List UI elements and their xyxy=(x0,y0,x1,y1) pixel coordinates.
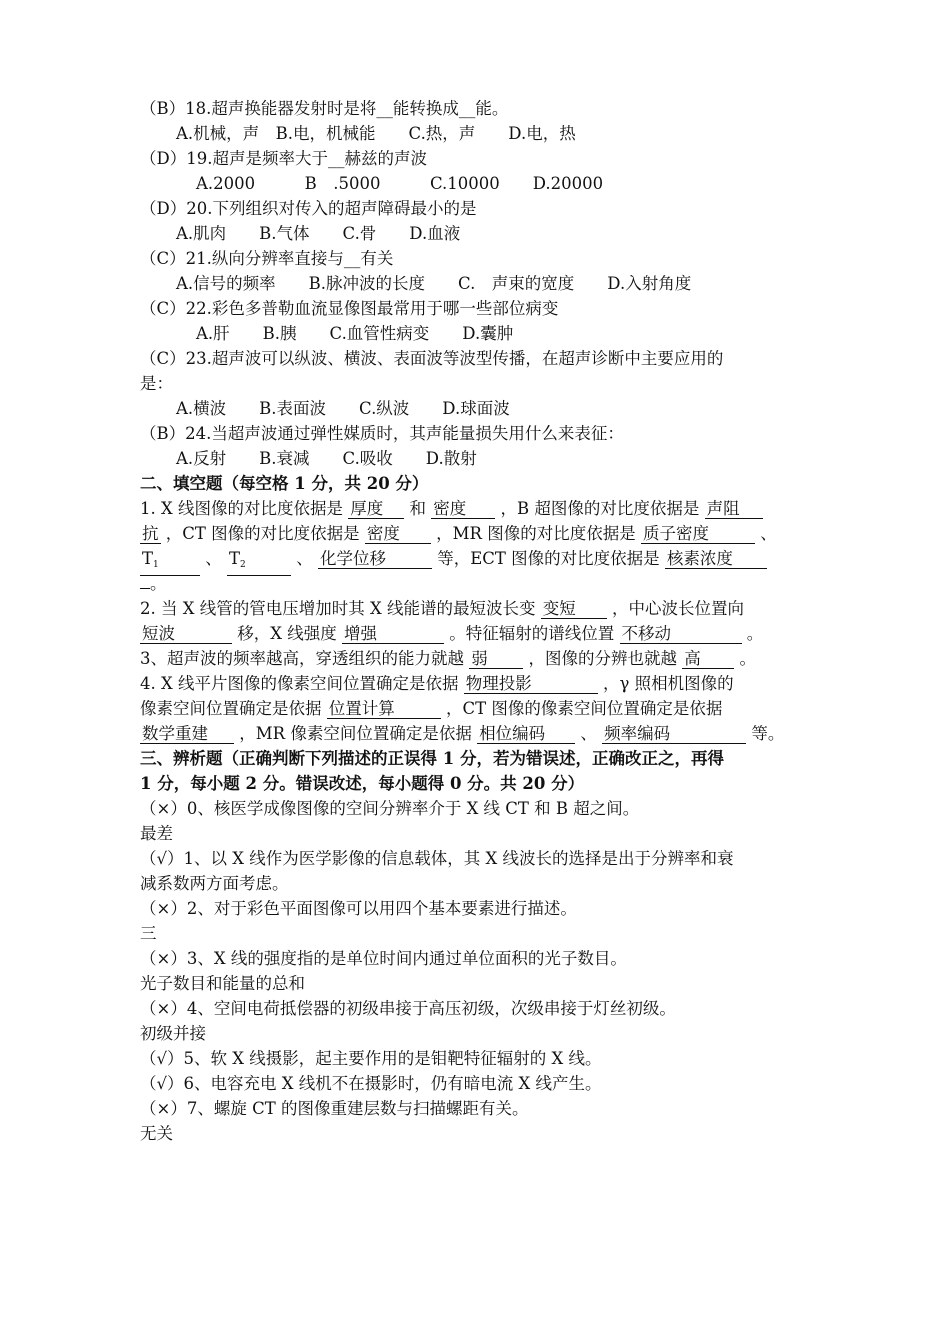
text: 等。 xyxy=(751,724,785,743)
question-21-options: A.信号的频率 B.脉冲波的长度 C. 声束的宽度 D.入射角度 xyxy=(176,274,692,293)
fill-q1-line2 xyxy=(140,523,777,545)
fill-q1-line1 xyxy=(140,498,763,520)
judge-q4-correction: 初级并接 xyxy=(140,1024,206,1043)
judge-q4: （×）4、空间电荷抵偿器的初级串接于高压初级，次级串接于灯丝初级。 xyxy=(140,999,676,1018)
judge-q2-correction: 三 xyxy=(140,924,157,943)
question-21: （C）21.纵向分辨率直接与__有关 xyxy=(140,249,394,268)
answer-blank: 核素浓度 xyxy=(665,549,767,569)
answer-blank xyxy=(227,549,291,576)
text: ，CT 图像的像素空间位置确定是依据 xyxy=(446,699,723,718)
text: 、 xyxy=(580,724,597,743)
judge-q1: （√）1、以 X 线作为医学影像的信息载体，其 X 线波长的选择是出于分辨率和衰 xyxy=(140,849,734,868)
text: ，MR 像素空间位置确定是依据 xyxy=(239,724,472,743)
fill-q4-line3 xyxy=(140,723,784,745)
judge-q3: （×）3、X 线的强度指的是单位时间内通过单位面积的光子数目。 xyxy=(140,949,627,968)
fill-section-heading: 二、填空题（每空格 1 分，共 20 分） xyxy=(140,474,429,493)
answer-blank: 数学重建 xyxy=(140,724,234,744)
question-22: （C）22.彩色多普勒血流显像图最常用于哪一些部位病变 xyxy=(140,299,559,318)
answer-blank: 抗 xyxy=(142,524,159,543)
fill-q2-line2 xyxy=(140,623,763,645)
question-23: （C）23.超声波可以纵波、横波、表面波等波型传播，在超声诊断中主要应用的 xyxy=(140,349,724,368)
question-23-continued: 是： xyxy=(140,374,173,393)
fill-q4-line2 xyxy=(140,698,722,720)
text: 像素空间位置确定是依据 xyxy=(140,699,322,718)
subscript: 2 xyxy=(240,560,246,570)
answer-blank: 高 xyxy=(682,649,734,669)
text: ，CT 图像的对比度依据是 xyxy=(165,524,360,543)
answer-blank: 质子密度 xyxy=(641,524,755,544)
text: 3、超声波的频率越高，穿透组织的能力就越 xyxy=(140,649,464,668)
question-18: （B）18.超声换能器发射时是将__能转换成__能。 xyxy=(140,99,509,118)
fill-q4-line1 xyxy=(140,673,734,695)
question-24-options: A.反射 B.衰减 C.吸收 D.散射 xyxy=(176,449,477,468)
judge-section-heading: 三、辨析题（正确判断下列描述的正误得 1 分，若为错误述，正确改正之，再得 xyxy=(140,749,724,768)
text: 。 xyxy=(746,624,764,643)
answer-blank: 物理投影 xyxy=(464,674,598,694)
text: 、 xyxy=(760,524,777,543)
answer-blank: 密度 xyxy=(431,499,495,519)
text: 。特征辐射的谱线位置 xyxy=(449,624,615,643)
question-20-options: A.肌肉 B.气体 C.骨 D.血液 xyxy=(176,224,461,243)
subscript: 1 xyxy=(153,560,159,570)
answer-blank: 弱 xyxy=(469,649,523,669)
fill-q2-line1 xyxy=(140,598,744,620)
text: ，图像的分辨也就越 xyxy=(528,649,677,668)
judge-q7-correction: 无关 xyxy=(140,1124,173,1143)
text: 等，ECT 图像的对比度依据是 xyxy=(437,549,660,568)
text: 、 xyxy=(205,549,222,568)
text: 移，X 线强度 xyxy=(237,624,337,643)
judge-q2: （×）2、对于彩色平面图像可以用四个基本要素进行描述。 xyxy=(140,899,577,918)
question-24: （B）24.当超声波通过弹性媒质时，其声能量损失用什么来表征： xyxy=(140,424,624,443)
fill-q1-line3 xyxy=(140,548,767,576)
judge-q7: （×）7、螺旋 CT 的图像重建层数与扫描螺距有关。 xyxy=(140,1099,529,1118)
question-19-options: A.2000 B .5000 C.10000 D.20000 xyxy=(196,174,604,193)
answer-blank: 频率编码 xyxy=(602,724,746,744)
question-19: （D）19.超声是频率大于__赫兹的声波 xyxy=(140,149,427,168)
t2-symbol: T xyxy=(229,549,241,568)
text: 。 xyxy=(150,574,167,593)
judge-section-heading-cont: 1 分，每小题 2 分。错误改述，每小题得 0 分。共 20 分） xyxy=(140,774,585,793)
text: 1. X 线图像的对比度依据是 xyxy=(140,499,343,518)
judge-q1-continued: 减系数两方面考虑。 xyxy=(140,874,289,893)
answer-blank: 相位编码 xyxy=(477,724,575,744)
question-23-options: A.横波 B.表面波 C.纵波 D.球面波 xyxy=(176,399,510,418)
judge-q6: （√）6、电容充电 X 线机不在摄影时，仍有暗电流 X 线产生。 xyxy=(140,1074,602,1093)
text: ，γ 照相机图像的 xyxy=(602,674,734,693)
fill-q3 xyxy=(140,648,756,670)
fill-q1-line4 xyxy=(140,573,167,595)
answer-blank: 厚度 xyxy=(348,499,404,519)
answer-blank: 密度 xyxy=(365,524,431,544)
text: ，中心波长位置向 xyxy=(611,599,744,618)
text: 2. 当 X 线管的管电压增加时其 X 线能谱的最短波长变 xyxy=(140,599,536,618)
text: 。 xyxy=(739,649,756,668)
question-18-options: A.机械，声 B.电，机械能 C.热，声 D.电，热 xyxy=(176,124,576,143)
judge-q3-correction: 光子数目和能量的总和 xyxy=(140,974,305,993)
answer-blank: 化学位移 xyxy=(318,549,432,569)
judge-q5: （√）5、软 X 线摄影，起主要作用的是钼靶特征辐射的 X 线。 xyxy=(140,1049,602,1068)
answer-blank: 位置计算 xyxy=(327,699,441,719)
question-20: （D）20.下列组织对传入的超声障碍最小的是 xyxy=(140,199,477,218)
text: ，MR 图像的对比度依据是 xyxy=(436,524,636,543)
t1-symbol: T xyxy=(142,549,154,568)
answer-blank: 短波 xyxy=(140,624,232,644)
text: 、 xyxy=(296,549,313,568)
answer-blank: 不移动 xyxy=(620,624,742,644)
text: 和 xyxy=(409,499,426,518)
answer-blank: 增强 xyxy=(342,624,444,644)
answer-blank: 变短 xyxy=(541,599,607,619)
answer-blank: 声阻 xyxy=(705,499,763,519)
answer-blank-end xyxy=(140,588,150,589)
judge-q0: （×）0、核医学成像图像的空间分辨率介于 X 线 CT 和 B 超之间。 xyxy=(140,799,640,818)
text: ，B 超图像的对比度依据是 xyxy=(500,499,700,518)
judge-q0-correction: 最差 xyxy=(140,824,173,843)
answer-blank xyxy=(140,549,200,576)
text: 4. X 线平片图像的像素空间位置确定是依据 xyxy=(140,674,459,693)
question-22-options: A.肝 B.胰 C.血管性病变 D.囊肿 xyxy=(196,324,514,343)
